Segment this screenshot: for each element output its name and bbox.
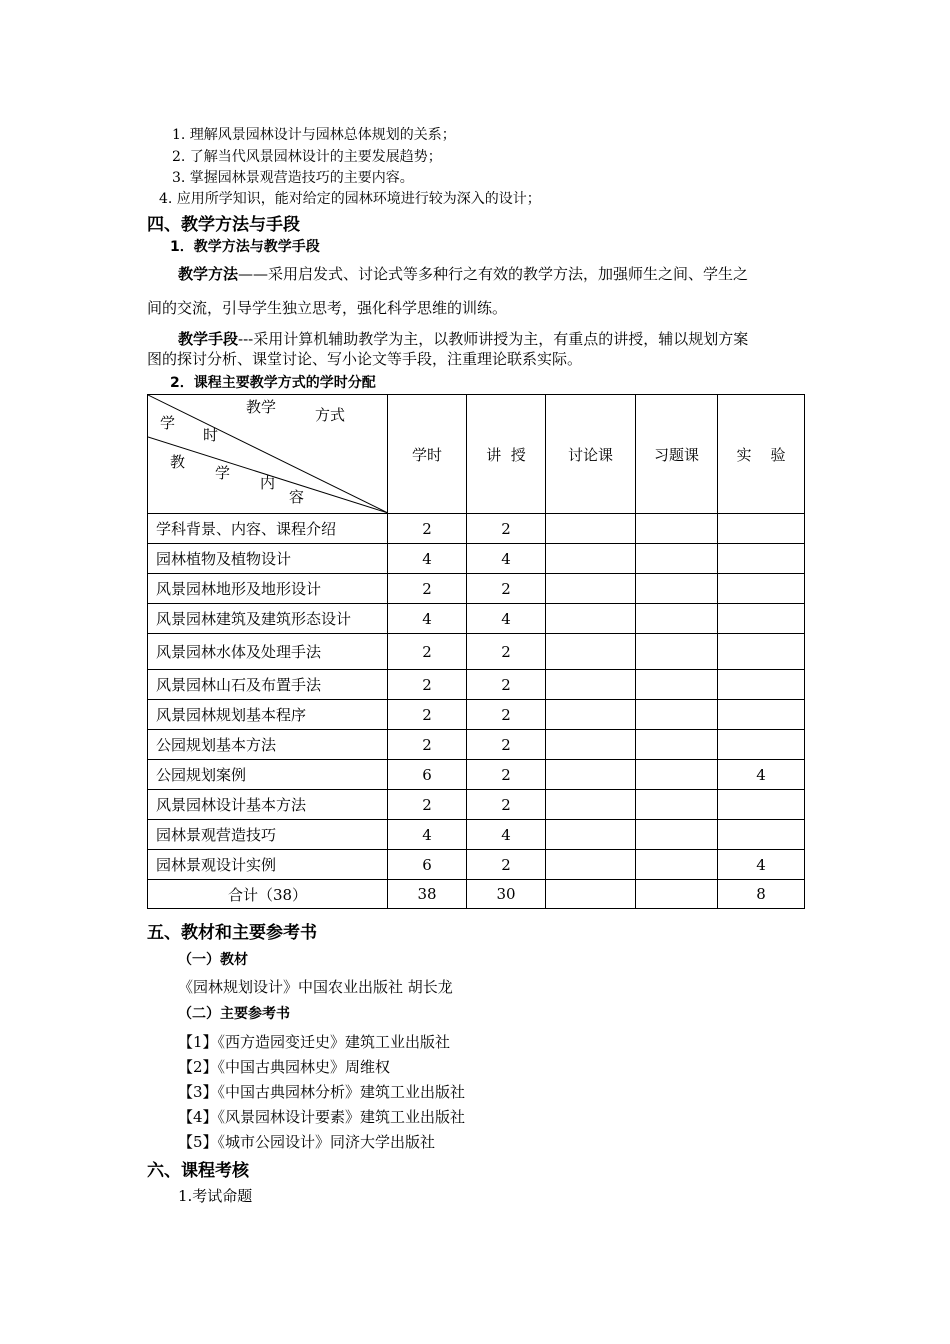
diag-label-xue2: 学 bbox=[215, 464, 231, 482]
row-lecture: 2 bbox=[467, 760, 546, 790]
row-lab: 4 bbox=[718, 850, 805, 880]
row-exercise bbox=[636, 670, 718, 700]
row-exercise bbox=[636, 820, 718, 850]
section-4-title: 四、教学方法与手段 bbox=[147, 215, 300, 235]
row-exercise bbox=[636, 574, 718, 604]
row-lecture: 2 bbox=[467, 670, 546, 700]
header-xitike: 习题课 bbox=[636, 395, 718, 514]
means-text-1: ---采用计算机辅助教学为主，以教师讲授为主，有重点的讲授，辅以规划方案 bbox=[238, 330, 749, 348]
row-lab bbox=[718, 820, 805, 850]
objective-3: 3. 掌握园林景观营造技巧的主要内容。 bbox=[172, 170, 414, 186]
total-discussion bbox=[546, 880, 636, 909]
textbook-entry: 《园林规划设计》中国农业出版社 胡长龙 bbox=[178, 978, 453, 996]
row-lab bbox=[718, 670, 805, 700]
exam-item-1: 1.考试命题 bbox=[178, 1187, 253, 1205]
reference-item: 【5】《城市公园设计》同济大学出版社 bbox=[178, 1133, 436, 1151]
row-lab bbox=[718, 790, 805, 820]
row-lab bbox=[718, 544, 805, 574]
reference-item: 【4】《风景园林设计要素》建筑工业出版社 bbox=[178, 1108, 466, 1126]
row-hours: 2 bbox=[388, 514, 467, 544]
row-discussion bbox=[546, 850, 636, 880]
row-discussion bbox=[546, 544, 636, 574]
row-lab bbox=[718, 634, 805, 670]
means-text-2: 图的探讨分析、课堂讨论、写小论文等手段，注重理论联系实际。 bbox=[147, 350, 583, 368]
table-row bbox=[148, 634, 805, 670]
row-topic: 风景园林山石及布置手法 bbox=[148, 670, 388, 700]
total-label: 合计（38） bbox=[148, 880, 388, 909]
diag-label-nei: 内 bbox=[260, 474, 276, 492]
row-discussion bbox=[546, 514, 636, 544]
method-paragraph-line1 bbox=[178, 263, 748, 284]
row-hours: 4 bbox=[388, 820, 467, 850]
table-row bbox=[148, 820, 805, 850]
total-hours: 38 bbox=[388, 880, 467, 909]
total-lecture: 30 bbox=[467, 880, 546, 909]
row-lab bbox=[718, 604, 805, 634]
row-hours: 2 bbox=[388, 790, 467, 820]
section-4-sub1: 1．教学方法与教学手段 bbox=[170, 239, 320, 255]
row-exercise bbox=[636, 790, 718, 820]
row-exercise bbox=[636, 604, 718, 634]
row-topic: 风景园林水体及处理手法 bbox=[148, 634, 388, 670]
row-lecture: 2 bbox=[467, 634, 546, 670]
objective-2: 2. 了解当代风景园林设计的主要发展趋势； bbox=[172, 149, 442, 165]
header-taolunke: 讨论课 bbox=[546, 395, 636, 514]
row-discussion bbox=[546, 574, 636, 604]
row-discussion bbox=[546, 730, 636, 760]
objective-1: 1. 理解风景园林设计与园林总体规划的关系； bbox=[172, 127, 456, 143]
row-topic: 公园规划案例 bbox=[148, 760, 388, 790]
row-lab: 4 bbox=[718, 760, 805, 790]
row-discussion bbox=[546, 634, 636, 670]
row-lecture: 4 bbox=[467, 820, 546, 850]
method-text-1: ——采用启发式、讨论式等多种行之有效的教学方法，加强师生之间、学生之 bbox=[238, 265, 749, 283]
row-topic: 园林景观营造技巧 bbox=[148, 820, 388, 850]
table-row bbox=[148, 850, 805, 880]
section-6-title: 六、课程考核 bbox=[147, 1161, 249, 1181]
reference-item: 【3】《中国古典园林分析》建筑工业出版社 bbox=[178, 1083, 466, 1101]
row-lecture: 2 bbox=[467, 850, 546, 880]
row-exercise bbox=[636, 760, 718, 790]
row-topic: 风景园林地形及地形设计 bbox=[148, 574, 388, 604]
header-jiangshou: 讲 授 bbox=[467, 395, 546, 514]
row-hours: 2 bbox=[388, 670, 467, 700]
row-hours: 4 bbox=[388, 604, 467, 634]
diag-label-fangshi: 方式 bbox=[315, 406, 346, 424]
row-lab bbox=[718, 730, 805, 760]
diag-label-shi: 时 bbox=[203, 426, 219, 444]
row-discussion bbox=[546, 700, 636, 730]
row-hours: 2 bbox=[388, 730, 467, 760]
row-hours: 6 bbox=[388, 760, 467, 790]
section-5-sub1: （一）教材 bbox=[178, 952, 248, 968]
row-hours: 6 bbox=[388, 850, 467, 880]
diag-label-jiaoxue: 教学 bbox=[246, 398, 277, 416]
header-xueshi: 学时 bbox=[388, 395, 467, 514]
total-exercise bbox=[636, 880, 718, 909]
row-exercise bbox=[636, 850, 718, 880]
diag-label-rong: 容 bbox=[289, 488, 305, 506]
section-5-sub2: （二）主要参考书 bbox=[178, 1006, 290, 1022]
row-exercise bbox=[636, 634, 718, 670]
row-discussion bbox=[546, 670, 636, 700]
row-hours: 2 bbox=[388, 574, 467, 604]
row-lecture: 2 bbox=[467, 574, 546, 604]
row-lab bbox=[718, 574, 805, 604]
diagonal-header-cell bbox=[148, 395, 388, 514]
reference-item: 【2】《中国古典园林史》周维权 bbox=[178, 1058, 391, 1076]
row-hours: 2 bbox=[388, 634, 467, 670]
reference-item: 【1】《西方造园变迁史》建筑工业出版社 bbox=[178, 1033, 451, 1051]
table-row bbox=[148, 544, 805, 574]
row-topic: 风景园林设计基本方法 bbox=[148, 790, 388, 820]
means-label: 教学手段 bbox=[178, 330, 239, 348]
table-row bbox=[148, 574, 805, 604]
row-exercise bbox=[636, 700, 718, 730]
row-hours: 2 bbox=[388, 700, 467, 730]
row-topic: 园林景观设计实例 bbox=[148, 850, 388, 880]
row-lecture: 2 bbox=[467, 790, 546, 820]
row-lecture: 2 bbox=[467, 700, 546, 730]
diag-label-xue: 学 bbox=[160, 414, 176, 432]
row-discussion bbox=[546, 820, 636, 850]
hours-table bbox=[147, 394, 805, 909]
row-topic: 公园规划基本方法 bbox=[148, 730, 388, 760]
row-exercise bbox=[636, 544, 718, 574]
row-topic: 园林植物及植物设计 bbox=[148, 544, 388, 574]
table-row bbox=[148, 730, 805, 760]
row-topic: 风景园林建筑及建筑形态设计 bbox=[148, 604, 388, 634]
objective-4: 4. 应用所学知识，能对给定的园林环境进行较为深入的设计； bbox=[159, 191, 541, 207]
section-4-sub2: 2．课程主要教学方式的学时分配 bbox=[170, 375, 376, 391]
table-row bbox=[148, 604, 805, 634]
row-lecture: 2 bbox=[467, 514, 546, 544]
row-discussion bbox=[546, 604, 636, 634]
row-discussion bbox=[546, 760, 636, 790]
method-text-2: 间的交流，引导学生独立思考，强化科学思维的训练。 bbox=[147, 299, 508, 317]
header-shiyan: 实 验 bbox=[718, 395, 805, 514]
table-row bbox=[148, 700, 805, 730]
means-paragraph-line1 bbox=[178, 328, 748, 349]
table-row bbox=[148, 670, 805, 700]
table-row bbox=[148, 514, 805, 544]
row-lab bbox=[718, 514, 805, 544]
diag-label-jiao: 教 bbox=[170, 453, 186, 471]
row-topic: 风景园林规划基本程序 bbox=[148, 700, 388, 730]
row-lecture: 4 bbox=[467, 604, 546, 634]
table-total-row bbox=[148, 880, 805, 909]
section-5-title: 五、教材和主要参考书 bbox=[147, 923, 317, 943]
row-topic: 学科背景、内容、课程介绍 bbox=[148, 514, 388, 544]
table-header-row bbox=[148, 395, 805, 514]
row-lecture: 2 bbox=[467, 730, 546, 760]
table-row bbox=[148, 760, 805, 790]
row-lab bbox=[718, 700, 805, 730]
row-discussion bbox=[546, 790, 636, 820]
row-exercise bbox=[636, 730, 718, 760]
row-hours: 4 bbox=[388, 544, 467, 574]
row-lecture: 4 bbox=[467, 544, 546, 574]
method-label: 教学方法 bbox=[178, 265, 239, 283]
table-row bbox=[148, 790, 805, 820]
row-exercise bbox=[636, 514, 718, 544]
total-lab: 8 bbox=[718, 880, 805, 909]
